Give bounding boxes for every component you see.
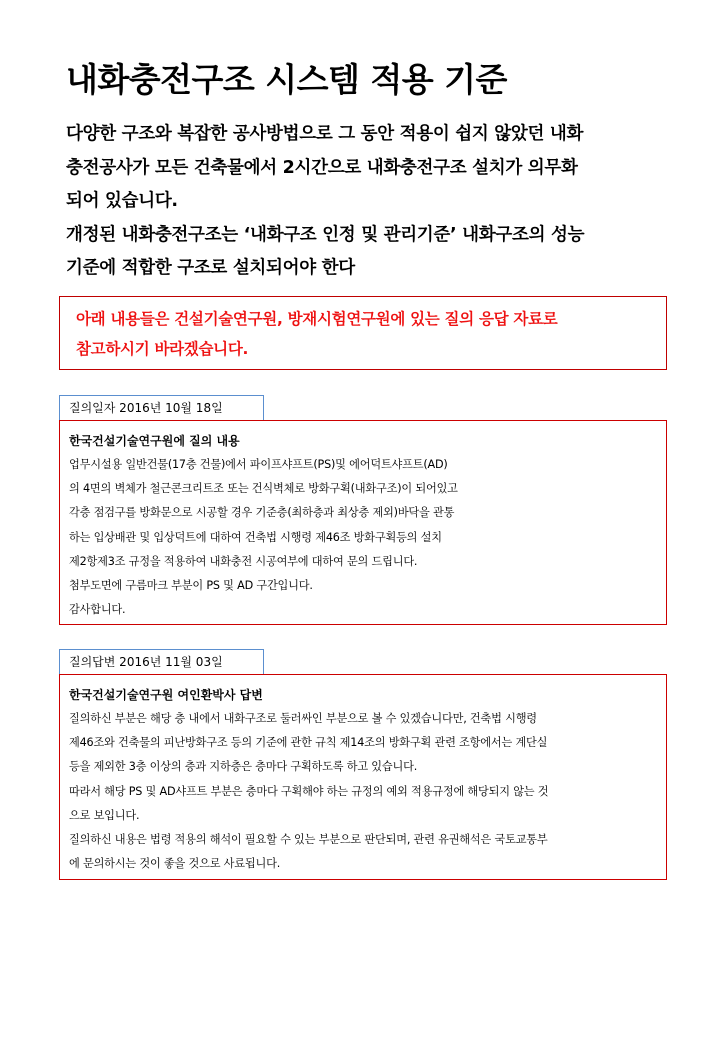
question-box xyxy=(59,420,667,625)
answer-line: 질의하신 부분은 해당 층 내에서 내화구조로 둘러싸인 부분으로 볼 수 있겠습니다만, 건축법 시행령 xyxy=(69,712,537,725)
intro-line: 기준에 적합한 구조로 설치되어야 한다 xyxy=(66,258,355,278)
answer-box xyxy=(59,674,667,880)
answer-line: 따라서 해당 PS 및 AD샤프트 부분은 층마다 구획해야 하는 규정의 예외 적용규정에 해당되지 않는 것 xyxy=(69,784,549,798)
intro-line: 충전공사가 모든 건축물에서 2시간으로 내화충전구조 설치가 의무화 xyxy=(66,157,578,178)
answer-line: 으로 보입니다. xyxy=(69,808,140,822)
question-date-tab: 질의일자 2016년 10월 18일 xyxy=(59,395,264,421)
intro-line: 개정된 내화충전구조는 ‘내화구조 인정 및 관리기준’ 내화구조의 성능 xyxy=(66,224,585,245)
answer-date-tab: 질의답변 2016년 11월 03일 xyxy=(59,649,264,675)
question-line: 업무시설용 일반건물(17층 건물)에서 파이프샤프트(PS)및 에어덕트샤프트(AD) xyxy=(69,458,448,471)
question-line: 각층 점검구를 방화문으로 시공할 경우 기준층(최하층과 최상층 제외)바닥을 관통 xyxy=(69,506,455,520)
notice-line: 참고하시기 바라겠습니다. xyxy=(76,340,249,358)
question-line: 하는 입상배관 및 입상덕트에 대하여 건축법 시행령 제46조 방화구획등의 설치 xyxy=(69,530,442,544)
intro-line: 되어 있습니다. xyxy=(66,191,178,211)
question-line: 의 4면의 벽체가 철근콘크리트조 또는 건식벽체로 방화구획(내화구조)이 되어있고 xyxy=(69,482,458,496)
notice-line: 아래 내용들은 건설기술연구원, 방재시험연구원에 있는 질의 응답 자료로 xyxy=(76,310,558,328)
question-line: 첨부도면에 구름마크 부분이 PS 및 AD 구간입니다. xyxy=(69,579,313,593)
answer-line: 제46조와 건축물의 피난방화구조 등의 기준에 관한 규칙 제14조의 방화구획 관련 조항에서는 계단실 xyxy=(69,736,548,750)
question-heading: 한국건설기술연구원에 질의 내용 xyxy=(69,434,240,448)
question-line: 제2항제3조 규정을 적용하여 내화충전 시공여부에 대하여 문의 드립니다. xyxy=(69,554,418,568)
question-line: 감사합니다. xyxy=(69,603,126,617)
intro-line: 다양한 구조와 복잡한 공사방법으로 그 동안 적용이 쉽지 않았던 내화 xyxy=(66,124,584,144)
answer-heading: 한국건설기술연구원 여인환박사 답변 xyxy=(69,688,263,702)
answer-line: 에 문의하시는 것이 좋을 것으로 사료됩니다. xyxy=(69,857,281,871)
answer-line: 질의하신 내용은 법령 적용의 해석이 필요할 수 있는 부분으로 판단되며, 관련 유권해석은 국토교통부 xyxy=(69,833,548,847)
notice-box xyxy=(59,296,667,370)
answer-line: 등을 제외한 3층 이상의 층과 지하층은 층마다 구획하도록 하고 있습니다. xyxy=(69,760,418,774)
page-title: 내화충전구조 시스템 적용 기준 xyxy=(66,60,507,99)
intro-paragraph xyxy=(66,118,666,286)
